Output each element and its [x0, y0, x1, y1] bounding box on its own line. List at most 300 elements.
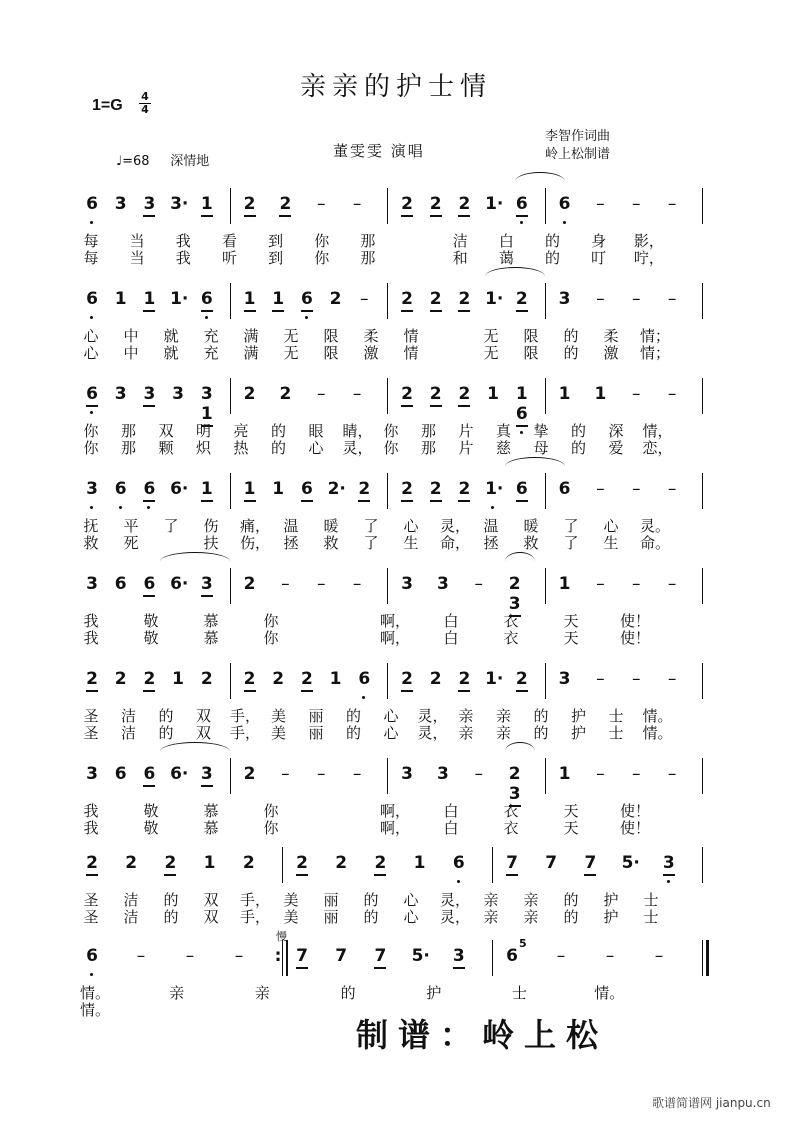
lyric-char: 激	[363, 344, 379, 362]
note: 6·	[170, 764, 189, 784]
lyric-char: 挚	[533, 422, 549, 440]
lyric-char: 你	[383, 422, 399, 440]
note: 2	[243, 574, 256, 594]
lyric-char: 生	[403, 534, 419, 552]
lyric-char: 那	[420, 439, 436, 457]
lyric-char: 敬	[143, 612, 159, 630]
beam-line	[201, 310, 213, 312]
beam-line	[272, 310, 284, 312]
note: 7	[582, 853, 598, 873]
octave-dot	[90, 411, 93, 414]
note: –	[352, 194, 362, 214]
key-signature: 1=G	[92, 97, 123, 114]
lyric-char: 了	[163, 517, 179, 535]
lyric-char: 灵，	[440, 891, 471, 909]
note: 6	[84, 194, 100, 214]
lyric-char: 丽	[323, 891, 339, 909]
lyric-char: 温	[483, 517, 499, 535]
lyric-char: 白	[498, 232, 514, 250]
note: –	[234, 946, 244, 966]
lyric-char: 情。	[80, 1001, 111, 1019]
note: 6	[356, 669, 372, 689]
final-barline-thick	[706, 940, 709, 976]
lyric-char: 士	[608, 707, 624, 725]
octave-dot	[305, 316, 308, 319]
notes-line	[80, 847, 720, 877]
beam-line	[296, 874, 308, 876]
note: 6	[114, 764, 127, 784]
lyric-char: 无	[483, 327, 499, 345]
lyric-char: 手，	[230, 724, 261, 742]
lyric-char: 真	[495, 422, 511, 440]
beam-line	[506, 874, 518, 876]
barline	[545, 663, 546, 699]
notes-line	[80, 473, 720, 503]
note: 6	[558, 479, 571, 499]
note: 2	[84, 669, 100, 689]
note: 2 3	[507, 574, 523, 614]
lyric-char: 伤，	[240, 534, 271, 552]
lyric-char: 无	[283, 344, 299, 362]
note: 3	[84, 479, 100, 499]
note: 2	[141, 669, 157, 689]
beam-line	[401, 690, 413, 692]
note: 3	[401, 574, 413, 594]
note: 3	[199, 574, 215, 594]
lyric-char: 你	[263, 819, 279, 837]
lyric-char: 双	[158, 422, 174, 440]
note: 1	[270, 289, 286, 309]
lyric-char: 啊，	[380, 802, 411, 820]
lyric-char: 洁	[120, 707, 136, 725]
lyric-char: 丽	[323, 908, 339, 926]
lyric-char: 亲	[523, 891, 539, 909]
note: 1	[141, 289, 157, 309]
note: 2	[429, 669, 442, 689]
note: –	[474, 764, 483, 784]
note: –	[136, 946, 146, 966]
lyric-char: 情。	[642, 707, 673, 725]
note: 1	[558, 574, 571, 594]
note: 6·	[170, 574, 189, 594]
lyric-char: 痛，	[240, 517, 271, 535]
note: –	[317, 194, 326, 214]
note: –	[632, 764, 641, 784]
lyric-char: 手，	[230, 707, 261, 725]
expression-marking: 深情地	[170, 154, 210, 169]
lyric-char: 士	[512, 984, 528, 1002]
notes-line	[80, 663, 720, 693]
note: –	[667, 289, 677, 309]
note: 3	[141, 384, 157, 404]
barline	[702, 847, 703, 883]
note: 2	[242, 669, 258, 689]
lyric-char: 白	[443, 629, 459, 647]
octave-dot	[491, 506, 494, 509]
lyric-char: 限	[523, 327, 539, 345]
lyric-char: 那	[420, 422, 436, 440]
tempo-marking	[116, 150, 209, 169]
barline	[230, 473, 231, 509]
lyric-char: 命。	[640, 534, 671, 552]
lyric-char: 每	[83, 249, 99, 267]
note: 2	[162, 853, 178, 873]
barline	[545, 568, 546, 604]
performer: 董雯雯 演唱	[333, 142, 425, 160]
lyric-char: 护	[603, 891, 619, 909]
beam-line	[516, 425, 528, 427]
lyric-char: 衣	[503, 612, 519, 630]
lyric-char: 天	[563, 612, 579, 630]
beam-line	[244, 500, 256, 502]
lyric-char: 叮	[591, 249, 607, 267]
lyric-char: 美	[270, 707, 286, 725]
lyric-char: 爱	[608, 439, 624, 457]
lyric-char: 情；	[640, 344, 671, 362]
octave-dot	[457, 880, 460, 883]
lyric-char: 慕	[203, 629, 219, 647]
note: 1	[242, 479, 258, 499]
octave-dot	[520, 221, 523, 224]
lyric-char: 白	[443, 819, 459, 837]
lyric-char: 啊，	[380, 612, 411, 630]
beam-line	[374, 967, 386, 969]
beam-line	[164, 874, 176, 876]
octave-dot	[520, 431, 523, 434]
watermark: 歌谱简谱网 jianpu.cn	[652, 1096, 771, 1110]
note: 3	[661, 853, 677, 873]
note: –	[596, 669, 605, 689]
lyric-char: 抚	[83, 517, 99, 535]
lyric-char: 你	[263, 629, 279, 647]
note: 2	[456, 194, 472, 214]
note: 2	[428, 289, 444, 309]
beam-line	[86, 874, 98, 876]
barline	[387, 568, 388, 604]
beam-line	[401, 215, 413, 217]
note: –	[556, 946, 566, 966]
composer-credit: 李智作词曲	[545, 129, 611, 144]
note: 3	[86, 574, 98, 594]
notes-line	[80, 568, 720, 614]
lyric-char: 深	[608, 422, 624, 440]
octave-dot	[90, 506, 93, 509]
note: 2	[272, 669, 285, 689]
lyric-char: 的	[340, 984, 356, 1002]
note: 2	[299, 669, 315, 689]
beam-line	[279, 215, 291, 217]
lyric-char: 那	[120, 422, 136, 440]
octave-dot	[90, 973, 93, 976]
barline	[387, 473, 388, 509]
beam-line	[453, 967, 465, 969]
note: –	[632, 194, 641, 214]
lyric-char: 亲	[495, 707, 511, 725]
lyric-char: 你	[263, 612, 279, 630]
barline	[230, 188, 231, 224]
note: 2	[399, 194, 415, 214]
note: –	[474, 574, 483, 594]
barline	[230, 378, 231, 414]
lyric-char: 衣	[503, 629, 519, 647]
lyric-char: 你	[83, 422, 99, 440]
lyric-char: 亲	[495, 724, 511, 742]
lyric-char: 洁	[120, 724, 136, 742]
beam-line	[244, 690, 256, 692]
note: 1	[114, 289, 127, 309]
lyric-char: 的	[363, 908, 379, 926]
lyric-char: 那	[360, 232, 376, 250]
lyric-char: 心	[308, 439, 324, 457]
lyric-char: 蔼	[498, 249, 514, 267]
beam-line	[401, 310, 413, 312]
barline	[230, 283, 231, 319]
beam-line	[143, 690, 155, 692]
lyric-char: 颗	[158, 439, 174, 457]
barline	[545, 188, 546, 224]
barline	[702, 378, 703, 414]
note: 7	[335, 946, 348, 966]
lyric-char: 满	[243, 327, 259, 345]
octave-dot	[90, 316, 93, 319]
lyric-char: 双	[195, 724, 211, 742]
lyric-char: 亲	[483, 908, 499, 926]
note: –	[281, 764, 290, 784]
note: –	[632, 479, 641, 499]
note: 1	[199, 194, 215, 214]
note: 3 1	[199, 384, 215, 424]
lyric-char: 看	[221, 232, 237, 250]
lyric-char: 限	[323, 327, 339, 345]
note: –	[632, 669, 641, 689]
note: –	[185, 946, 195, 966]
lyric-char: 母	[533, 439, 549, 457]
note: 2	[243, 764, 256, 784]
lyric-char: 洁	[123, 891, 139, 909]
note: –	[667, 669, 677, 689]
beam-line	[584, 874, 596, 876]
note: 2	[456, 669, 472, 689]
lyric-char: 圣	[83, 908, 99, 926]
arranger-credit: 岭上松制谱	[545, 147, 611, 162]
lyric-char: 的	[345, 707, 361, 725]
note: 7	[504, 853, 520, 873]
note: 1	[558, 764, 571, 784]
note: 6·	[170, 479, 189, 499]
lyric-char: 到	[268, 232, 284, 250]
lyric-char: 激	[603, 344, 619, 362]
lyric-char: 士	[608, 724, 624, 742]
beam-line	[301, 500, 313, 502]
notes-line	[80, 188, 720, 218]
lyric-char: 洁	[452, 232, 468, 250]
lyric-char: 暖	[523, 517, 539, 535]
note: –	[317, 764, 326, 784]
note: 6	[514, 479, 530, 499]
lyric-char: 亲	[483, 891, 499, 909]
lyric-char: 天	[563, 802, 579, 820]
note: 6	[199, 289, 215, 309]
lyric-char: 听	[221, 249, 237, 267]
lyric-char: 亲	[254, 984, 270, 1002]
slur	[160, 742, 230, 761]
beam-line	[458, 690, 470, 692]
note: 2	[243, 384, 256, 404]
lyric-char: 护	[426, 984, 442, 1002]
lyric-char: 当	[129, 232, 145, 250]
note: –	[632, 574, 641, 594]
note: 2	[399, 384, 415, 404]
note: 6	[299, 479, 315, 499]
octave-dot	[667, 880, 670, 883]
beam-line	[143, 595, 155, 597]
note: –	[667, 764, 677, 784]
barline	[545, 378, 546, 414]
note: –	[596, 289, 605, 309]
lyric-char: 心	[83, 327, 99, 345]
note: 2	[428, 384, 444, 404]
note: 1	[329, 669, 342, 689]
lyric-char: 限	[523, 344, 539, 362]
lyric-char: 圣	[83, 707, 99, 725]
note: 3·	[170, 194, 189, 214]
lyric-char: 柔	[363, 327, 379, 345]
barline	[492, 940, 493, 976]
note: 2	[399, 479, 415, 499]
slur	[485, 267, 545, 286]
note: 3	[199, 764, 215, 784]
lyric-char: 护	[570, 707, 586, 725]
lyric-char: 敬	[143, 819, 159, 837]
note: 3	[172, 384, 185, 404]
notes-line	[80, 378, 720, 424]
note: 1	[272, 479, 285, 499]
lyric-char: 白	[443, 612, 459, 630]
note: 2	[329, 289, 342, 309]
note: 1	[558, 384, 571, 404]
octave-dot	[147, 506, 150, 509]
beam-line	[143, 500, 155, 502]
barline	[492, 847, 493, 883]
note: 2	[279, 384, 292, 404]
note: 2	[372, 853, 388, 873]
barline	[702, 283, 703, 319]
lyric-char: 圣	[83, 724, 99, 742]
lyric-char: 就	[163, 344, 179, 362]
note: 1·	[485, 289, 504, 309]
note: 1	[199, 479, 215, 499]
octave-dot	[205, 316, 208, 319]
note: 6	[84, 946, 100, 966]
note: –	[632, 289, 641, 309]
lyric-char: 我	[175, 249, 191, 267]
lyric-char: 充	[203, 327, 219, 345]
beam-line	[516, 215, 528, 217]
beam-line	[430, 500, 442, 502]
beam-line	[86, 690, 98, 692]
lyric-char: 圣	[83, 891, 99, 909]
lyric-char: 慕	[203, 612, 219, 630]
octave-dot	[563, 221, 566, 224]
note: 2	[335, 853, 348, 873]
lyric-char: 扶	[203, 534, 219, 552]
octave-dot	[362, 696, 365, 699]
lyric-char: 死	[123, 534, 139, 552]
note: 2	[356, 479, 372, 499]
slow-marking: 慢	[276, 930, 287, 943]
lyric-char: 你	[314, 249, 330, 267]
note: 2	[242, 853, 255, 873]
barline	[545, 283, 546, 319]
lyric-char: 柔	[603, 327, 619, 345]
lyric-char: 命，	[440, 534, 471, 552]
note: 1·	[485, 194, 504, 214]
lyric-char: 丽	[308, 707, 324, 725]
notes-line	[80, 283, 720, 313]
notes-line	[80, 940, 720, 970]
note: 1·	[485, 669, 504, 689]
note: –	[667, 194, 677, 214]
lyric-char: 心	[383, 707, 399, 725]
note: 6	[514, 194, 530, 214]
lyric-char: 慕	[203, 802, 219, 820]
beam-line	[516, 690, 528, 692]
lyric-char: 中	[123, 344, 139, 362]
final-barline	[702, 940, 703, 976]
note: –	[596, 574, 605, 594]
note: 5·	[411, 946, 430, 966]
note: 2	[456, 289, 472, 309]
note: 6	[84, 384, 100, 404]
note: –	[352, 574, 362, 594]
lyric-char: 亮	[233, 422, 249, 440]
lyric-char: 情。	[594, 984, 625, 1002]
beam-line	[401, 500, 413, 502]
lyric-char: 情；	[640, 327, 671, 345]
barline	[387, 283, 388, 319]
lyric-char: 衣	[503, 819, 519, 837]
time-sig-top: 4	[141, 90, 149, 103]
lyric-char: 拯	[483, 534, 499, 552]
beam-line	[86, 405, 98, 407]
lyric-char: 护	[570, 724, 586, 742]
lyric-char: 情	[403, 344, 419, 362]
note: 7	[372, 946, 388, 966]
lyric-char: 你	[314, 232, 330, 250]
lyric-char: 我	[83, 819, 99, 837]
lyric-char: 的	[163, 891, 179, 909]
note: 1 6	[514, 384, 530, 424]
note: 6	[451, 853, 467, 873]
note: 2	[456, 479, 472, 499]
lyric-char: 那	[360, 249, 376, 267]
time-signature	[139, 91, 151, 116]
slur	[515, 172, 565, 191]
note: 3	[114, 194, 127, 214]
note: 3	[141, 194, 157, 214]
lyric-char: 每	[83, 232, 99, 250]
lyric-char: 无	[483, 344, 499, 362]
note: –	[605, 946, 615, 966]
lyric-char: 灵，	[440, 908, 471, 926]
barline	[230, 758, 231, 794]
lyric-char: 的	[158, 707, 174, 725]
lyric-char: 温	[283, 517, 299, 535]
lyric-char: 亲	[458, 707, 474, 725]
lyric-char: 的	[563, 891, 579, 909]
signature: 制谱：岭上松	[356, 1016, 609, 1054]
beam-line	[458, 500, 470, 502]
